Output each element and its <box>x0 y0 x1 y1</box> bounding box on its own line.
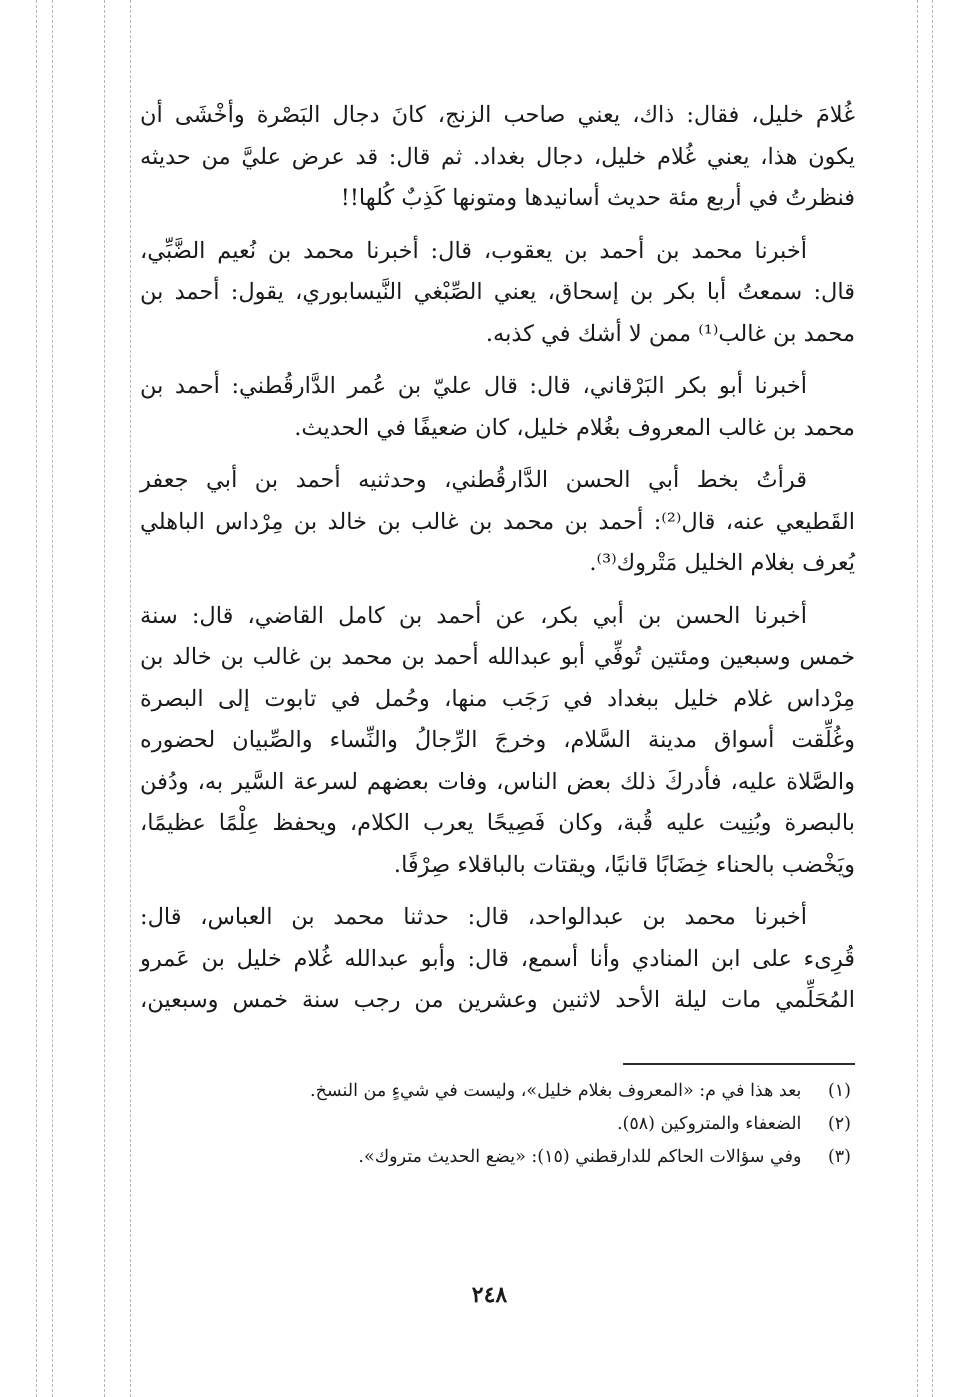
paragraph <box>140 95 855 220</box>
text-line: مِرْداس غلام خليل ببغداد في رَجَب منها، وحُمل في تابوت إلى البصرة <box>140 685 855 712</box>
text-line: والصَّلاة عليه، فأدركَ ذلك بعض الناس، وفات بعضهم لسرعة السَّير به، ودُفن <box>140 768 855 795</box>
text-line: يكون هذا، يعني غُلام خليل، دجال بغداد. ثم قال: قد عرض عليَّ من حديثه <box>140 143 855 170</box>
text-line: قرأتُ بخط أبي الحسن الدَّارقُطني، وحدثنيه أحمد بن أبي جعفر <box>140 467 807 493</box>
text-line: فنظرتُ في أربع مئة حديث أسانيدها ومتونها كَذِبٌ كُلها!! <box>340 185 855 211</box>
scan-guide-line <box>932 0 933 1397</box>
footnote-number: (١) <box>827 1081 851 1101</box>
scan-guide-line <box>130 0 131 1397</box>
paragraph <box>140 231 855 356</box>
text-line: قُرِىء على ابن المنادي وأنا أسمع، قال: وأبو عبدالله غُلام خليل بن عَمرو <box>140 945 855 972</box>
footnote-number: (٣) <box>827 1147 851 1167</box>
text-line: بالبصرة وبُنِيت عليه قُبة، وكان فَصِيحًا يعرب الكلام، ويحفظ عِلْمًا عظيمًا، <box>140 810 855 836</box>
text-line: قال: سمعتُ أبا بكر بن إسحاق، يعني الصِّبْغي النَّيسابوري، يقول: أحمد بن <box>140 279 855 305</box>
paragraph <box>140 460 855 585</box>
scan-guide-line <box>104 0 105 1397</box>
footnote-number: (٢) <box>827 1114 851 1134</box>
scan-guide-line <box>36 0 37 1397</box>
text-line: محمد بن غالب⁽¹⁾ ممن لا أشك في كذبه. <box>485 320 855 347</box>
text-line: أخبرنا الحسن بن أبي بكر، عن أحمد بن كامل القاضي، قال: سنة <box>140 602 807 629</box>
scan-guide-line <box>52 0 53 1397</box>
footnotes <box>231 1075 851 1174</box>
paragraph <box>140 596 855 887</box>
page-body <box>140 95 855 1033</box>
text-line: محمد بن غالب المعروف بغُلام خليل، كان ضعيفًا في الحديث. <box>294 414 855 441</box>
footnote-text: وفي سؤالات الحاكم للدارقطني (١٥): «يضع الحديث متروك». <box>358 1147 802 1167</box>
footnote <box>231 1108 851 1141</box>
text-line: خمس وسبعين ومئتين تُوفِّي أبو عبدالله أحمد بن محمد بن غالب بن خالد بن <box>140 644 855 670</box>
text-line: القَطيعي عنه، قال⁽²⁾: أحمد بن محمد بن غالب بن خالد بن مِرْداس الباهلي <box>140 508 855 535</box>
scan-guide-line <box>917 0 918 1397</box>
text-line: ويَخْضب بالحناء خِضَابًا قانيًا، ويقتات بالباقلاء صِرْفًا. <box>393 851 855 878</box>
text-line: أخبرنا محمد بن عبدالواحد، قال: حدثنا محمد بن العباس، قال: <box>140 904 807 930</box>
footnote-text: بعد هذا في م: «المعروف بغلام خليل»، وليست في شيءٍ من النسخ. <box>310 1081 802 1101</box>
paragraph <box>140 897 855 1022</box>
text-line: أخبرنا محمد بن أحمد بن يعقوب، قال: أخبرنا محمد بن نُعيم الضَّبِّي، <box>140 237 807 264</box>
text-line: المُحَلِّمي مات ليلة الأحد لاثنين وعشرين من رجب سنة خمس وسبعين، <box>140 987 855 1013</box>
footnote-separator <box>623 1063 855 1065</box>
footnote <box>231 1141 851 1174</box>
footnote-text: الضعفاء والمتروكين (٥٨). <box>616 1114 802 1134</box>
text-line: وغُلِّقت أسواق مدينة السَّلام، وخرجَ الرِّجالُ والنِّساء والصِّبيان لحضوره <box>140 727 855 753</box>
paragraph <box>140 366 855 449</box>
text-line: أخبرنا أبو بكر البَرْقاني، قال: قال عليّ بن عُمر الدَّارقُطني: أحمد بن <box>140 373 807 399</box>
text-line: يُعرف بغلام الخليل مَتْروك⁽³⁾. <box>589 550 855 576</box>
page-number: ٢٤٨ <box>471 1282 508 1308</box>
footnote <box>231 1075 851 1108</box>
text-line: غُلامَ خليل، فقال: ذاك، يعني صاحب الزنج، كانَ دجال البَصْرة وأخْشَى أن <box>140 102 855 128</box>
